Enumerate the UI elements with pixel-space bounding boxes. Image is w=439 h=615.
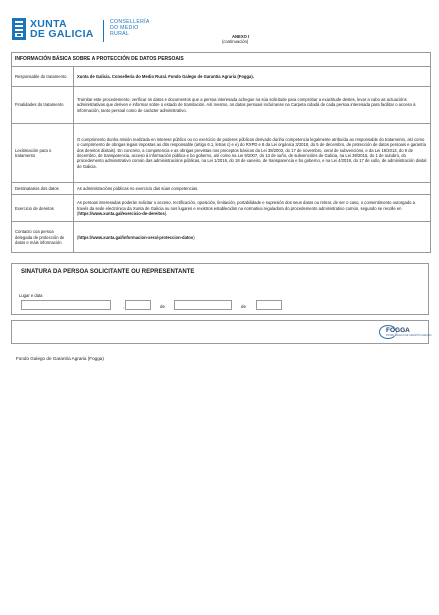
row-value: Tramitar este procedemento, verificar os datos e documentos que a persoa interesada achegue na súa solicitude para comprobar a exactitude destes, levar a cabo as actuacións administrativas que deriven e informar sobre o estado de tramitación. Así mesmo, os datos persoais incluíranse na Carpeta cidadá de cada persoa interesada para facilitar o acceso á información, tanto persoal como de carácter administrativo. <box>77 96 416 113</box>
table-title: INFORMACIÓN BÁSICA SOBRE A PROTECCIÓN DE DATOS PERSOAIS <box>12 53 430 67</box>
dpo-link[interactable]: https://www.xunta.gal/informacion-xeral-proteccion-datos <box>78 234 194 240</box>
row-value: As persoas interesadas poderán solicitar o acceso, rectificación, oposición, limitación, portabilidade e supresión dos seus datos ou retirar, de ser o caso, o consentimento outorgado a través da sede electrónica da Xunta de Galicia ou nos lugares e rexistros establecidos na normativa reguladora do procedemento administrativo común, segundo se recolle en (https://www.xunta.gal/exercicio-de-dereitos). <box>77 200 415 217</box>
row-label: Contacto coa persoa delegada de protección de datos e máis información <box>12 222 74 252</box>
xunta-logo <box>12 18 94 40</box>
rights-link[interactable]: https://www.xunta.gal/exercicio-de-dereitos <box>78 211 165 217</box>
row-label: Responsable do tratamento <box>12 67 74 86</box>
conselleria-name <box>110 19 150 38</box>
logo-line-1: XUNTA <box>30 17 67 30</box>
conselleria-line-3: RURAL <box>110 31 130 38</box>
table-row <box>12 195 430 222</box>
continuacion-label: (continuación) <box>222 39 249 44</box>
row-label: Finalidades do tratamento <box>12 87 74 123</box>
rights-text: As persoas interesadas poderán solicitar o acceso, rectificación, oposición, limitación, portabilidade e supresión dos seus datos ou retirar, de ser o caso, o consentimento outorgado a través da sede electrónica da Xunta de Galicia ou nos lugares e rexistros establecidos na normativa reguladora do procedemento administrativo común, segundo se recolle en <box>77 200 415 211</box>
logo-line-2: DE GALICIA <box>30 28 94 40</box>
row-value: (https://www.xunta.gal/informacion-xeral-proteccion-datos) <box>77 234 195 240</box>
xunta-logo-text <box>30 19 94 40</box>
year-field[interactable] <box>256 300 282 310</box>
page-header <box>12 18 427 46</box>
signature-section <box>11 263 429 315</box>
row-value: O cumprimento dunha misión realizada en interese público ou no exercicio de poderes públicos derivado dunha competencia legalmente atribuída ao responsable do tratamento, así como o cumprimento de obrigas legais impostas ao dito responsable (artigo 6.1, letras c) e e) do RXPD e 8 da Lei orgánica 3/2018, do 5 de decembro, de protección de datos persoais e garantía dos dereitos dixitais). En concreto, a competencia e as obrigas previstas nos preceptos básicos da Lei 38/2003, do 17 de novembro, xeral de subvencións, e da Lei 19/2013, do 9 de decembro, de transparencia, acceso á información pública e bo goberno, así como na Lei 9/2007, do 13 de xuño, de subvencións de Galicia, na Lei 39/2015, do 1 de outubro, do procedemento administrativo común das administracións públicas, na Lei 1/2016, do 18 de xaneiro, de transparencia e bo goberno, e na Lei 4/2019, do 17 de xullo, de administración dixital de Galicia. <box>77 136 427 169</box>
day-field[interactable] <box>125 300 151 310</box>
month-field[interactable] <box>174 300 232 310</box>
xunta-emblem-icon <box>12 18 26 40</box>
de-separator-1: de <box>160 304 165 309</box>
table-row <box>12 67 430 87</box>
row-value-text: Xunta de Galicia. Consellería do Medio Rural. Fondo Galego de Garantía Agraria (Fogga). <box>77 73 254 79</box>
de-separator-2: de <box>241 304 246 309</box>
signature-title: SINATURA DA PERSOA SOLICITANTE OU REPRESENTANTE <box>21 269 195 275</box>
fogga-logo-box <box>11 320 432 344</box>
table-row <box>12 87 430 124</box>
data-protection-table <box>11 52 431 253</box>
place-date-label: Lugar e data <box>19 293 43 298</box>
fogga-logo <box>379 325 432 341</box>
row-label: Lexitimación para o tratamento <box>12 124 74 182</box>
anexo-label: ANEXO I <box>232 34 250 39</box>
row-value <box>74 67 430 86</box>
page-footer: Fondo Galego de Garantía Agraria (Fogga) <box>16 356 104 361</box>
table-row <box>12 183 430 195</box>
rights-text-end: . <box>166 211 168 217</box>
row-label: Exercicio de dereitos <box>12 195 74 221</box>
conselleria-line-1: CONSELLERÍA <box>110 19 150 25</box>
place-field[interactable] <box>21 300 111 310</box>
fogga-tagline: FONDO GALEGO DE GARANTÍA AGRARIA <box>386 335 432 337</box>
header-divider <box>103 20 104 42</box>
row-label: Destinatarios dos datos <box>12 183 74 194</box>
row-value: As administracións públicas no exercicio das súas competencias. <box>77 186 199 191</box>
conselleria-line-2: DO MEDIO <box>110 25 139 32</box>
fogga-wordmark: FOGGA <box>386 327 410 334</box>
table-row <box>12 124 430 183</box>
table-row <box>12 222 430 252</box>
comma-separator: , <box>123 304 125 309</box>
